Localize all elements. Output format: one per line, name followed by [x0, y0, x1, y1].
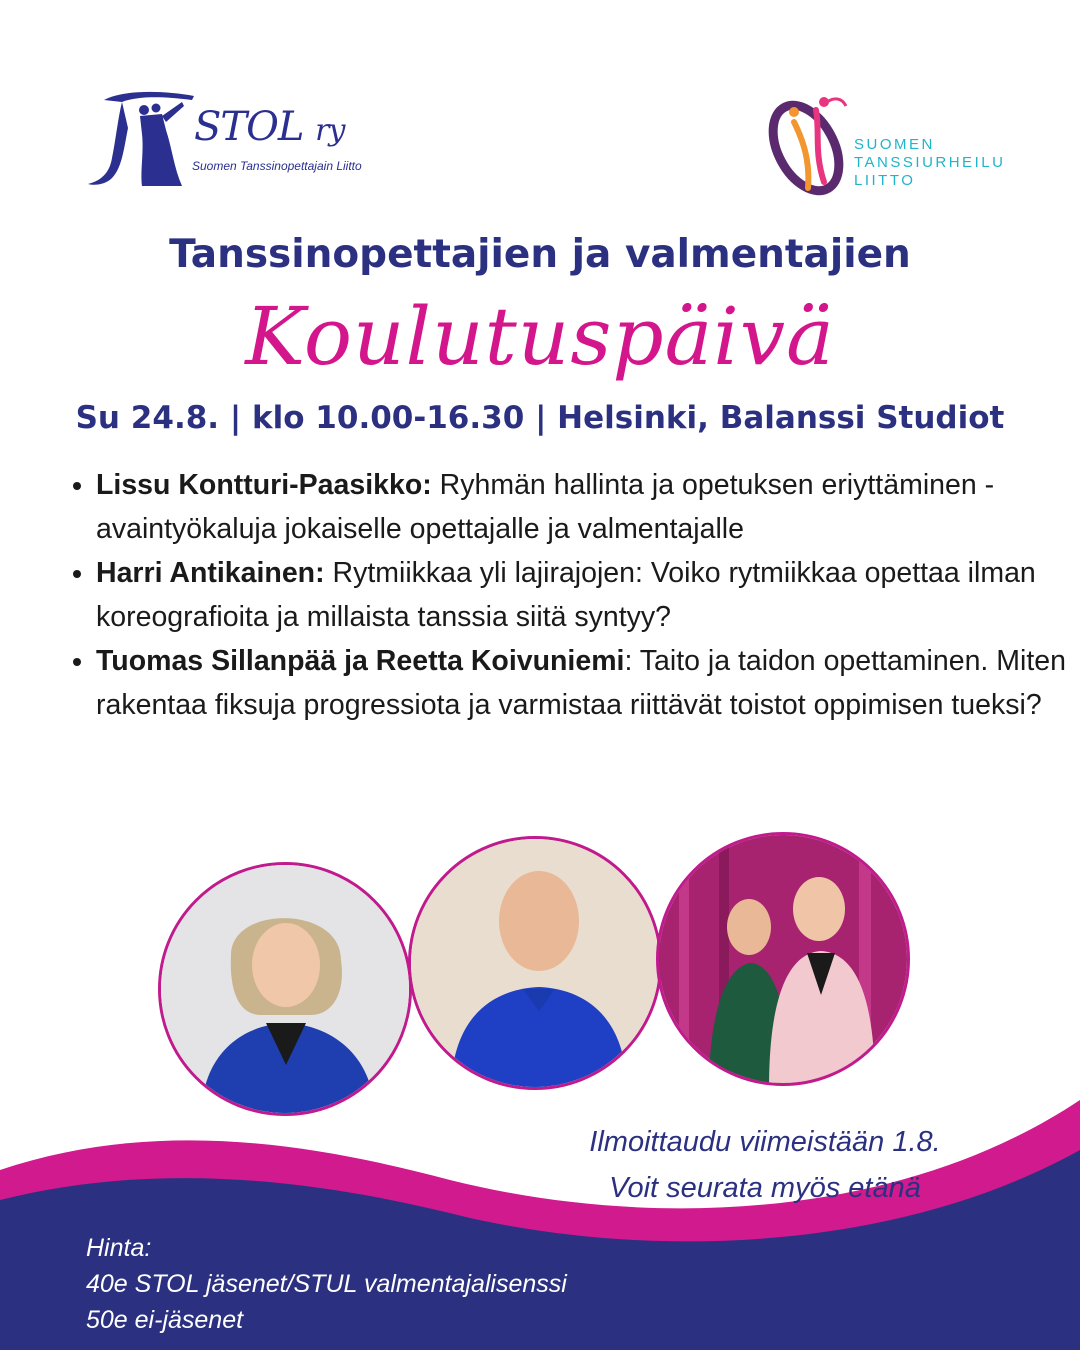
talk-topic: Ryhmän hallinta ja opetuksen eriyttäminen -avaintyökaluja jokaiselle opettajalle ja valmentajalle: [96, 469, 995, 545]
stul-logo-text: SUOMEN TANSSIURHEILU LIITTO: [854, 136, 1006, 189]
talk-topic: : Taito ja taidon opettaminen. Miten rakentaa fiksuja progressiota ja varmistaa riittävät toistot oppimisen tueksi?: [96, 645, 1066, 721]
registration-deadline: Ilmoittaudu viimeistään 1.8.: [589, 1126, 941, 1158]
speaker-photo-tuomas-reetta: [656, 832, 910, 1086]
dancer-swirl-icon: [764, 92, 854, 202]
price-member: 40e STOL jäsenet/STUL valmentajalisenssi: [86, 1270, 567, 1298]
list-item: [96, 463, 1076, 551]
event-title: Tanssinopettajien ja valmentajien: [169, 232, 911, 277]
speaker-photo-harri: [408, 836, 662, 1090]
stol-logo-subtitle: Suomen Tanssinopettajain Liitto: [192, 159, 362, 173]
speaker-name: Tuomas Sillanpää ja Reetta Koivuniemi: [96, 645, 625, 677]
remote-option: Voit seurata myös etänä: [609, 1172, 921, 1204]
price-label: Hinta:: [86, 1234, 152, 1262]
speaker-photo-lissu: [158, 862, 412, 1116]
stul-logo: [764, 92, 1024, 202]
price-nonmember: 50e ei-jäsenet: [86, 1306, 244, 1334]
event-script-title: Koulutuspäivä: [245, 290, 835, 383]
stol-logo: [82, 88, 372, 198]
event-details: Su 24.8. | klo 10.00-16.30 | Helsinki, Balanssi Studiot: [75, 400, 1005, 436]
ballroom-dancers-icon: [82, 88, 202, 198]
speaker-name: Lissu Kontturi-Paasikko:: [96, 469, 432, 501]
talk-topic: Rytmiikkaa yli lajirajojen: Voiko rytmiikkaa opettaa ilman koreografioita ja millaista tanssia siitä syntyy?: [96, 557, 1036, 633]
list-item: [96, 551, 1076, 639]
stol-logo-name: STOL ry: [194, 104, 345, 150]
talks-list: [60, 463, 1076, 727]
speaker-name: Harri Antikainen:: [96, 557, 325, 589]
list-item: [96, 639, 1076, 727]
